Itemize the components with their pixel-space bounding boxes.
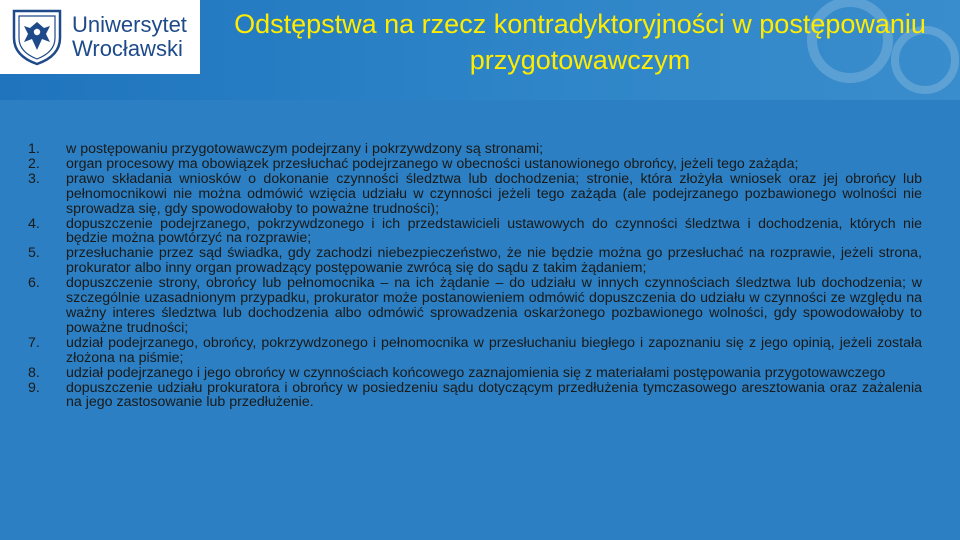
list-item-text: prawo składania wniosków o dokonanie czynności śledztwa lub dochodzenia; stronie, która złożyła wniosek oraz jej obrońcy lub pełnomocnikowi nie można odmówić wzięcia udziału w czynności jeżeli tego zażąda (ale podejrzanego pozbawionego wolności nie sprowadza się, gdy spowodowałoby to poważne trudności);: [66, 170, 922, 217]
university-crest-icon: [10, 8, 64, 66]
list-item-text: dopuszczenie podejrzanego, pokrzywdzonego i ich przedstawicieli ustawowych do czynności śledztwa i dochodzenia, których nie będzie można powtórzyć na rozprawie;: [66, 215, 922, 247]
list-item-text: dopuszczenie strony, obrońcy lub pełnomocnika – na ich żądanie – do udziału w innych czynnościach śledztwa lub dochodzenia; w szczególnie uzasadnionym przypadku, prokurator może postanowieniem odmówić dopuszczenia do udziału w czynności ze względu na ważny interes śledztwa lub dochodzenia albo odmówić sprowadzenia oskarżonego pozbawionego wolności, gdy spowodowałoby to poważne trudności;: [66, 275, 922, 336]
list-item: [28, 217, 922, 247]
list-item-text: przesłuchanie przez sąd świadka, gdy zachodzi niebezpieczeństwo, że nie będzie można go przesłuchać na rozprawie, jeżeli strona, prokurator albo inny organ prowadzący postępowanie zwrócą się do sądu z takim żądaniem;: [66, 245, 922, 277]
list-item-number: 9.: [28, 379, 40, 396]
list-item-text: udział podejrzanego i jego obrońcy w czynnościach końcowego zaznajomienia się z materiałami postępowania przygotowawczego: [66, 364, 886, 381]
list-item-text: dopuszczenie udziału prokuratora i obrońcy w posiedzeniu sądu dotyczącym przedłużenia tymczasowego aresztowania oraz zażalenia na jego zastosowanie lub przedłużenie.: [66, 379, 922, 411]
list-item-number: 4.: [28, 215, 40, 232]
list-item-text: w postępowaniu przygotowawczym podejrzany i pokrzywdzony są stronami;: [66, 141, 544, 157]
list-item-number: 6.: [28, 275, 40, 292]
list-item-number: 1.: [28, 141, 40, 157]
university-name: [72, 13, 187, 61]
numbered-list: [28, 142, 922, 410]
list-item-number: 5.: [28, 245, 40, 262]
list-item-number: 2.: [28, 155, 40, 172]
list-item: [28, 172, 922, 217]
university-name-line2: Wrocławski: [72, 36, 183, 61]
university-logo: [0, 0, 200, 74]
university-name-line1: Uniwersytet: [72, 12, 187, 37]
list-item: [28, 246, 922, 276]
slide-title: Odstępstwa na rzecz kontradyktoryjności w postępowaniu przygotowawczym: [234, 9, 926, 75]
list-item: [28, 366, 922, 381]
list-item: [28, 157, 922, 172]
list-item-text: udział podejrzanego, obrońcy, pokrzywdzonego i pełnomocnika w przesłuchaniu biegłego i zapoznaniu się z jego opinią, jeżeli została złożona na piśmie;: [66, 334, 922, 366]
list-item-number: 7.: [28, 334, 40, 351]
list-item-number: 3.: [28, 170, 40, 187]
list-item: [28, 142, 922, 157]
list-item-text: organ procesowy ma obowiązek przesłuchać podejrzanego w obecności ustanowionego obrońcy, jeżeli tego zażąda;: [66, 155, 799, 172]
list-item: [28, 336, 922, 366]
list-item-number: 8.: [28, 364, 40, 381]
list-item: [28, 381, 922, 411]
list-item: [28, 276, 922, 336]
